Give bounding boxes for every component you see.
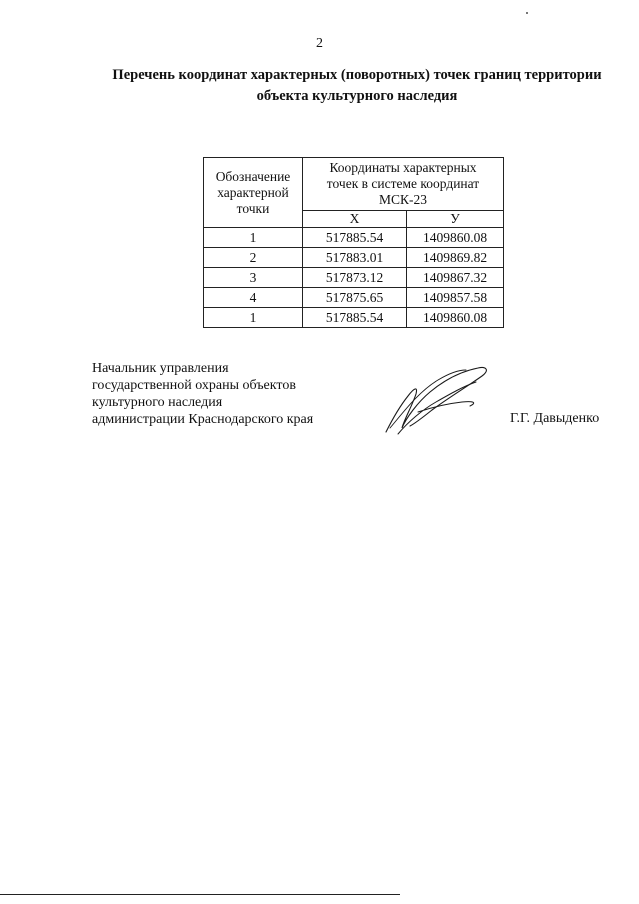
document-title bbox=[92, 65, 622, 107]
position-line: культурного наследия bbox=[92, 395, 223, 410]
signatory-position bbox=[92, 360, 313, 428]
coords-header-line: МСК-23 bbox=[378, 192, 427, 207]
table-row bbox=[204, 228, 504, 248]
x-cell: 517873.12 bbox=[303, 268, 407, 288]
point-cell: 1 bbox=[204, 308, 303, 328]
scan-speck bbox=[526, 12, 528, 14]
x-cell: 517885.54 bbox=[303, 308, 407, 328]
y-cell: 1409860.08 bbox=[407, 228, 504, 248]
y-cell: 1409860.08 bbox=[407, 308, 504, 328]
signer-name: Г.Г. Давыденко bbox=[510, 411, 600, 426]
x-cell: 517885.54 bbox=[303, 228, 407, 248]
footer-divider bbox=[0, 894, 400, 895]
position-line: администрации Краснодарского края bbox=[92, 412, 314, 427]
point-cell: 4 bbox=[204, 288, 303, 308]
page-number: 2 bbox=[316, 36, 323, 51]
table-row bbox=[204, 308, 504, 328]
coords-header-line: Координаты характерных bbox=[329, 160, 477, 175]
x-cell: 517883.01 bbox=[303, 248, 407, 268]
point-header-line: точки bbox=[236, 200, 270, 216]
handwritten-signature bbox=[378, 362, 493, 437]
point-header-line: характерной bbox=[217, 184, 289, 200]
position-line: государственной охраны объектов bbox=[92, 378, 296, 393]
point-cell: 1 bbox=[204, 228, 303, 248]
point-header-line: Обозначение bbox=[215, 168, 291, 184]
point-cell: 3 bbox=[204, 268, 303, 288]
coords-header-line: точек в системе координат bbox=[326, 176, 480, 191]
title-line-1: Перечень координат характерных (поворотных) точек границ территории bbox=[112, 67, 602, 83]
y-cell: 1409869.82 bbox=[407, 248, 504, 268]
position-line: Начальник управления bbox=[92, 361, 229, 376]
table-row bbox=[204, 288, 504, 308]
title-line-2: объекта культурного наследия bbox=[256, 88, 458, 104]
y-cell: 1409857.58 bbox=[407, 288, 504, 308]
x-header: X bbox=[303, 211, 407, 228]
y-header: У bbox=[407, 211, 504, 228]
y-cell: 1409867.32 bbox=[407, 268, 504, 288]
x-cell: 517875.65 bbox=[303, 288, 407, 308]
table-row bbox=[204, 268, 504, 288]
table-row bbox=[204, 248, 504, 268]
point-designation-header bbox=[204, 158, 303, 228]
point-cell: 2 bbox=[204, 248, 303, 268]
coordinates-table bbox=[203, 157, 504, 328]
coordinate-system-header bbox=[303, 158, 504, 211]
